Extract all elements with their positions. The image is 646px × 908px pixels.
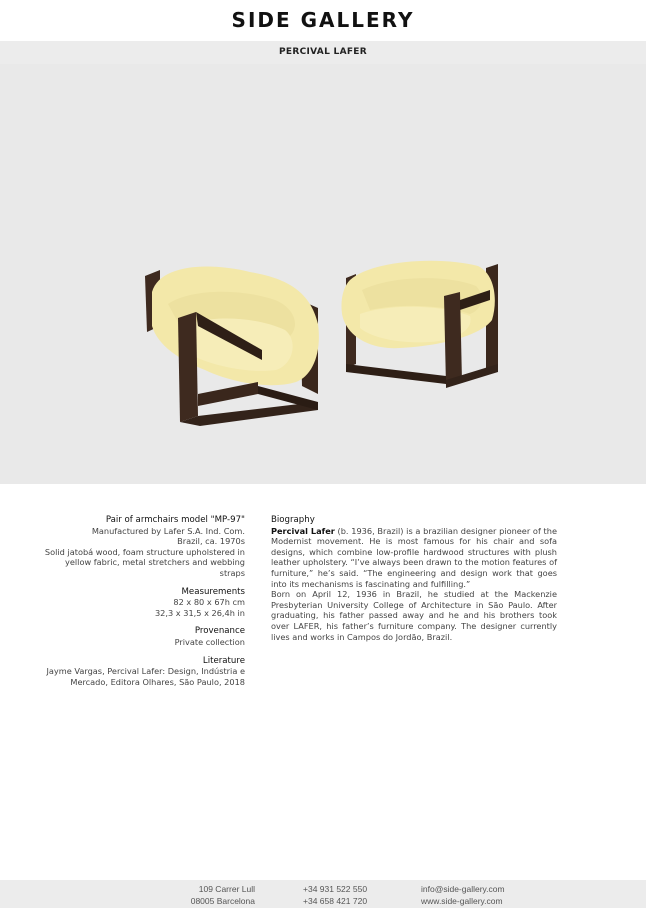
literature-line-1: Jayme Vargas, Percival Lafer: Design, Indústria e: [46, 666, 245, 677]
measurements-in: 32,3 x 31,5 x 26,4h in: [154, 607, 245, 618]
footer-phones: [303, 883, 367, 907]
left-armchair: [145, 267, 319, 426]
address-line-1: 109 Carrer Lull: [198, 884, 255, 894]
measurements-cm: 82 x 80 x 67h cm: [173, 597, 245, 608]
email-link[interactable]: info@side-gallery.com: [421, 884, 505, 894]
literature-line-2: Mercado, Editora Olhares, São Paulo, 2018: [70, 676, 245, 687]
footer: [0, 880, 646, 908]
biography-paragraph-1: [271, 526, 557, 590]
materials-line-2: yellow fabric, metal stretchers and webbing straps: [65, 557, 245, 578]
origin: Brazil, ca. 1970s: [177, 536, 245, 547]
product-photo: [0, 64, 646, 484]
manufacturer: Manufactured by Lafer S.A. Ind. Com.: [91, 525, 245, 536]
provenance: Private collection: [174, 636, 245, 647]
provenance-label: Provenance: [194, 626, 245, 637]
materials-line-1: Solid jatobá wood, foam structure upholstered in: [44, 546, 245, 557]
phone-1: +34 931 522 550: [303, 884, 368, 894]
biography-text-1: (b. 1936, Brazil) is a brazilian designer pioneer of the Modernist movement. He is most famous for his chair and sofa designs, which combine low-profile hardwood structures with plush leather upholstery. “I’ve always been drawn to the motion features of furniture,” he’s said. “The engineering and design work that goes into its mechanisms is fascinating and fulfilling.”: [271, 525, 557, 589]
biography-paragraph-2: Born on April 12, 1936 in Brazil, he studied at the Mackenzie Presbyterian University College of Architecture in São Paulo. After graduating, his father passed away and he and his brothers took over LAFER, his father’s furniture company. The designer currently lives and works in Campos do Jordão, Brazil.: [271, 589, 557, 642]
artist-name-band: [0, 41, 646, 64]
gallery-logo: SIDE GALLERY: [231, 8, 415, 32]
biography-section: [271, 515, 557, 642]
designer-name: Percival Lafer: [271, 525, 335, 536]
artwork-details: [40, 515, 245, 687]
biography-label: Biography: [271, 515, 315, 525]
measurements-label: Measurements: [181, 586, 245, 597]
address-line-2: 08005 Barcelona: [190, 896, 255, 906]
armchairs-illustration: [0, 64, 646, 484]
right-armchair: [341, 261, 498, 388]
footer-contact: [421, 883, 505, 907]
artwork-title: Pair of armchairs model "MP-97": [105, 515, 245, 525]
artist-name: PERCIVAL LAFER: [279, 47, 367, 57]
footer-address: [150, 883, 255, 907]
phone-2: +34 658 421 720: [303, 896, 368, 906]
website-link[interactable]: www.side-gallery.com: [421, 896, 503, 906]
literature-label: Literature: [202, 655, 245, 666]
